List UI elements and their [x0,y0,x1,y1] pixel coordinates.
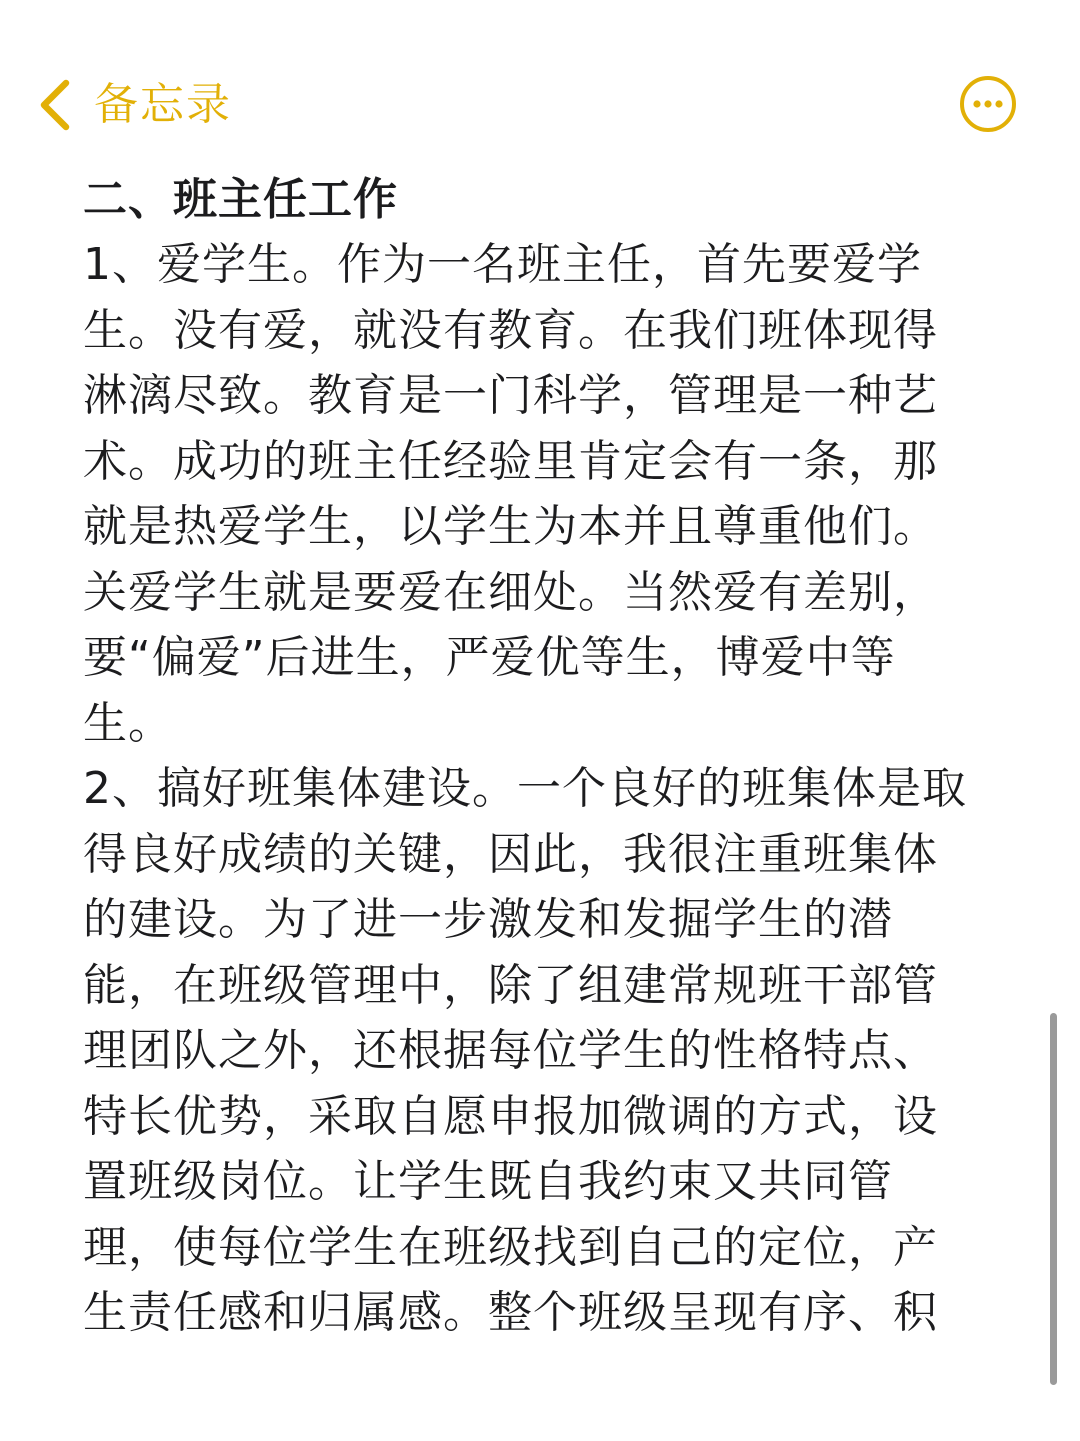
note-line: 要“偏爱”后进生，严爱优等生，博爱中等 [83,632,896,683]
note-line: 1、爱学生。作为一名班主任，首先要爱学 [83,239,922,290]
note-heading: 二、班主任工作 [83,174,398,225]
back-label: 备忘录 [94,79,232,130]
note-line: 生责任感和归属感。整个班级呈现有序、积 [83,1287,938,1338]
more-options-button[interactable] [959,75,1017,133]
chevron-left-icon [34,75,82,135]
note-line: 理团队之外，还根据每位学生的性格特点、 [83,1025,938,1076]
note-line: 生。没有爱，就没有教育。在我们班体现得 [83,304,938,356]
note-line: 得良好成绩的关键，因此，我很注重班集体 [83,828,938,880]
note-content[interactable] [83,168,1008,1346]
navigation-bar [0,60,1080,150]
note-line: 关爱学生就是要爱在细处。当然爱有差别， [83,566,938,618]
back-button[interactable] [34,70,232,140]
note-line: 淋漓尽致。教育是一门科学，管理是一种艺 [83,370,938,421]
note-line: 2、搞好班集体建设。一个良好的班集体是取 [83,763,967,814]
vertical-scrollbar[interactable] [1050,1013,1057,1385]
note-line: 置班级岗位。让学生既自我约束又共同管 [83,1156,893,1207]
note-line: 能，在班级管理中，除了组建常规班干部管 [83,959,938,1011]
note-line: 就是热爱学生，以学生为本并且尊重他们。 [83,501,938,552]
note-line: 理，使每位学生在班级找到自己的定位，产 [83,1221,938,1273]
ellipsis-circle-icon [959,75,1017,133]
note-line: 术。成功的班主任经验里肯定会有一条，那 [83,435,938,487]
note-line: 特长优势，采取自愿申报加微调的方式，设 [83,1090,938,1142]
note-line: 生。 [83,697,173,749]
note-line: 的建设。为了进一步激发和发掘学生的潜 [83,894,893,945]
